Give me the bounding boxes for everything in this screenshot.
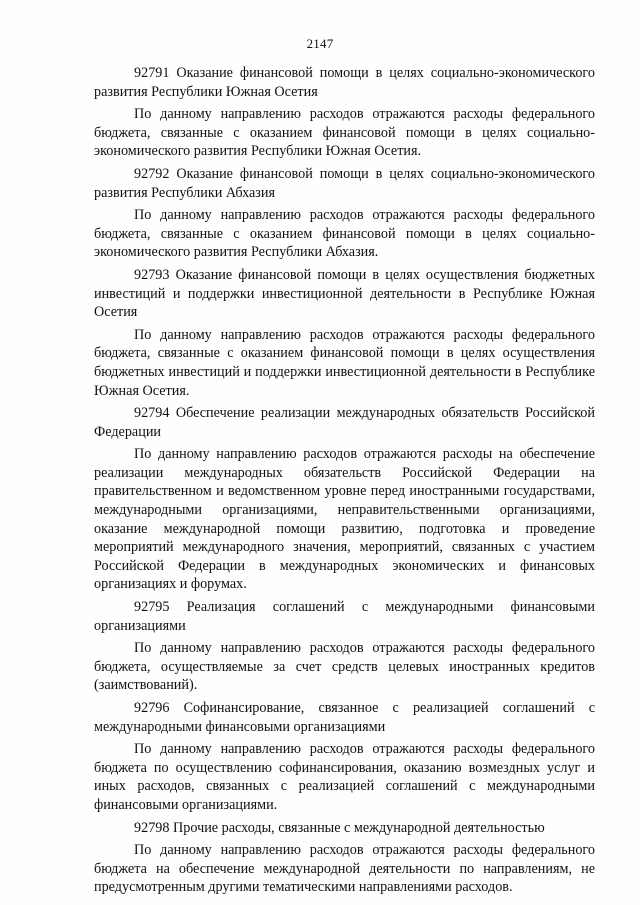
entry-code-line: 92795 Реализация соглашений с международными финансовыми организациями — [94, 599, 595, 634]
entry-description: По данному направлению расходов отражаются расходы федерального бюджета, осуществляемые за счет средств целевых иностранных кредитов (заимствований). — [94, 640, 595, 694]
entry-92791 — [94, 64, 595, 161]
entry-92798 — [94, 819, 595, 897]
document-content — [94, 64, 595, 901]
entry-code-line: 92793 Оказание финансовой помощи в целях осуществления бюджетных инвестиций и поддержки инвестиционной деятельности в Республике Южная Осетия — [94, 266, 595, 321]
entry-description: По данному направлению расходов отражаются расходы федерального бюджета, связанные с оказанием финансовой помощи в целях осуществления бюджетных инвестиций и поддержки инвестиционной деятельности в Республике Южная Осетия. — [94, 326, 595, 399]
entry-92794 — [94, 404, 595, 594]
entry-description: По данному направлению расходов отражаются расходы федерального бюджета на обеспечение международной деятельности по направлениям, не предусмотренным другими тематическими направлениями расходов. — [94, 842, 595, 896]
entry-description: По данному направлению расходов отражаются расходы федерального бюджета, связанные с оказанием финансовой помощи в целях социально-экономического развития Республики Южная Осетия. — [94, 106, 595, 160]
page-number: 2147 — [306, 36, 334, 51]
entry-code-line: 92791 Оказание финансовой помощи в целях социально-экономического развития Республики Южная Осетия — [94, 65, 595, 100]
entry-description: По данному направлению расходов отражаются расходы на обеспечение реализации международных обязательств Российской Федерации на правительственном и ведомственном уровне перед иностранными государствами, международными организациями, неправительственными организациями, оказание международной помощи развитию, подготовка и проведение мероприятий международного значения, мероприятий, связанных с участием Российской Федерации в международных экономических и финансовых организациях и форумах. — [94, 446, 595, 593]
entry-92796 — [94, 699, 595, 815]
entry-description: По данному направлению расходов отражаются расходы федерального бюджета по осуществлению софинансирования, оказанию возмездных услуг и иных расходов, связанных с реализацией соглашений с международными финансовыми организациями. — [94, 741, 595, 813]
entry-code-line: 92792 Оказание финансовой помощи в целях социально-экономического развития Республики Абхазия — [94, 165, 595, 201]
entry-description: По данному направлению расходов отражаются расходы федерального бюджета, связанные с оказанием финансовой помощи в целях социально-экономического развития Республики Абхазия. — [94, 207, 595, 261]
entry-code-line: 92798 Прочие расходы, связанные с международной деятельностью — [134, 819, 545, 836]
entry-92792 — [94, 165, 595, 262]
entry-code-line: 92794 Обеспечение реализации международных обязательств Российской Федерации — [94, 405, 595, 440]
entry-92795 — [94, 598, 595, 695]
entry-code-line: 92796 Софинансирование, связанное с реализацией соглашений с международными финансовыми организациями — [94, 700, 595, 735]
entry-92793 — [94, 266, 595, 400]
